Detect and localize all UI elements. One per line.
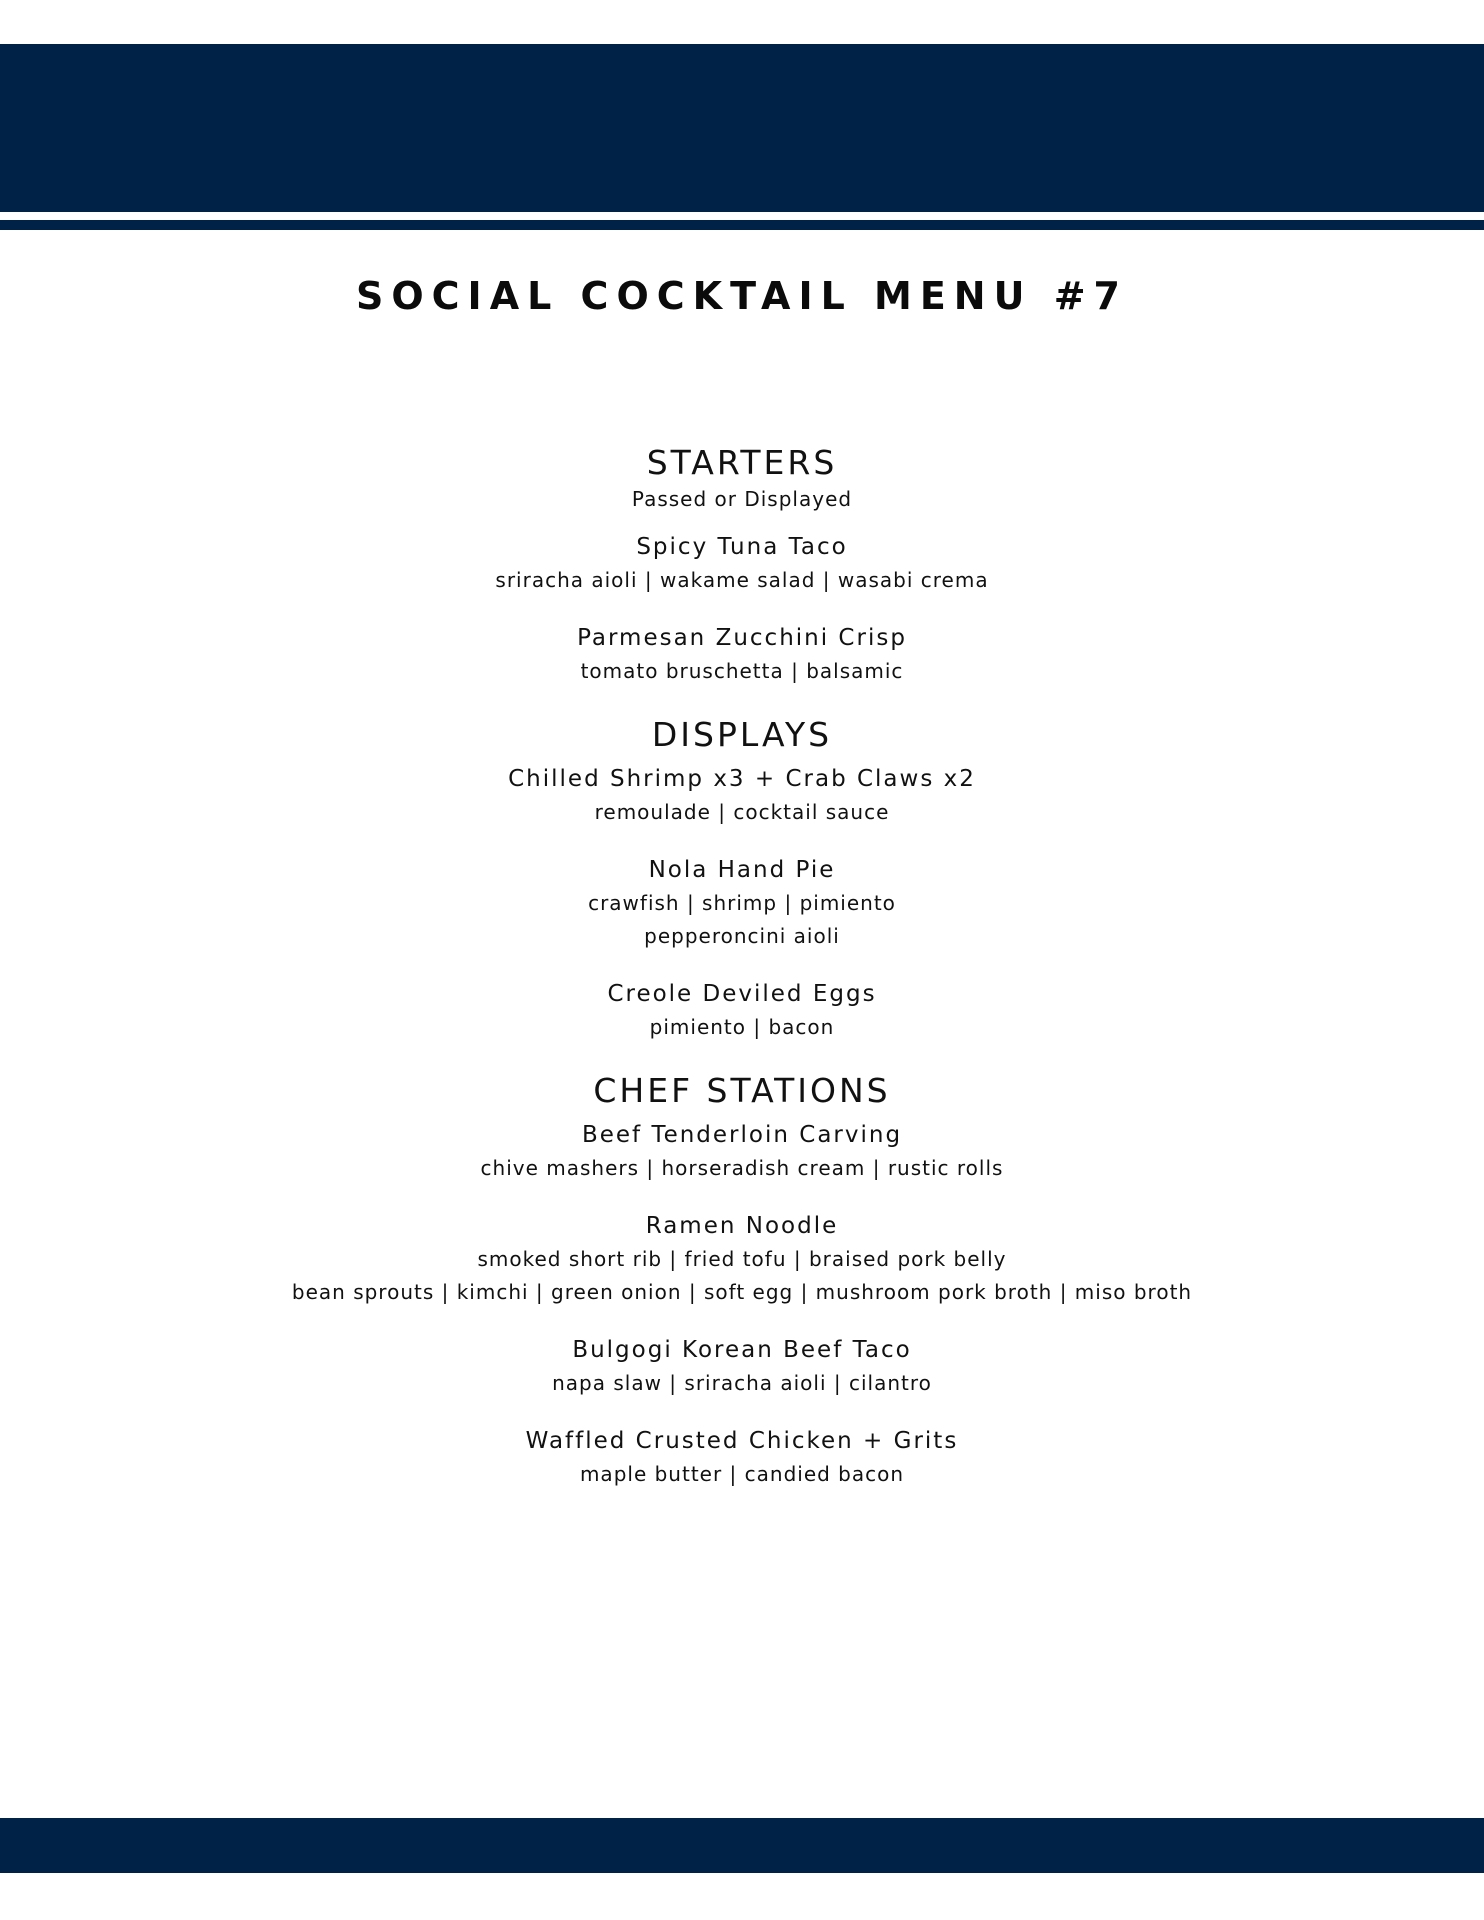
item-name: Beef Tenderloin Carving	[581, 1122, 903, 1148]
item-name: Chilled Shrimp x3 + Crab Claws x2	[508, 766, 976, 792]
item-description: napa slaw | sriracha aioli | cilantro	[552, 1371, 932, 1395]
menu-title: SOCIAL COCKTAIL MENU #7	[356, 274, 1128, 318]
section-starters	[0, 440, 1484, 688]
menu-item	[0, 762, 1484, 829]
menu-item	[0, 1333, 1484, 1400]
item-description: tomato bruschetta | balsamic	[580, 659, 904, 683]
item-name: Spicy Tuna Taco	[636, 534, 848, 560]
item-description: sriracha aioli | wakame salad | wasabi crema	[495, 568, 989, 592]
item-name: Creole Deviled Eggs	[607, 981, 877, 1007]
item-description: smoked short rib | fried tofu | braised pork belly	[477, 1247, 1007, 1271]
menu-item	[0, 621, 1484, 688]
footer-band	[0, 1818, 1484, 1873]
item-description: remoulade | cocktail sauce	[594, 800, 890, 824]
section-title: CHEF STATIONS	[593, 1071, 891, 1110]
section-chef-stations	[0, 1068, 1484, 1491]
item-description: pimiento | bacon	[649, 1015, 835, 1039]
item-description: bean sprouts | kimchi | green onion | soft egg | mushroom pork broth | miso broth	[291, 1280, 1193, 1304]
menu-item	[0, 977, 1484, 1044]
menu-body	[0, 440, 1484, 1515]
menu-item	[0, 530, 1484, 597]
section-subtitle: Passed or Displayed	[631, 487, 853, 511]
item-name: Waffled Crusted Chicken + Grits	[525, 1428, 959, 1454]
item-description: maple butter | candied bacon	[579, 1462, 905, 1486]
menu-item	[0, 1424, 1484, 1491]
menu-item	[0, 1209, 1484, 1309]
item-name: Nola Hand Pie	[648, 857, 836, 883]
section-title: DISPLAYS	[651, 715, 833, 754]
item-description: crawfish | shrimp | pimiento	[588, 891, 896, 915]
item-description: chive mashers | horseradish cream | rustic rolls	[480, 1156, 1004, 1180]
item-name: Ramen Noodle	[645, 1213, 839, 1239]
menu-item	[0, 1118, 1484, 1185]
item-name: Bulgogi Korean Beef Taco	[572, 1337, 912, 1363]
section-title: STARTERS	[646, 443, 838, 482]
item-name: Parmesan Zucchini Crisp	[577, 625, 907, 651]
header-stripe	[0, 220, 1484, 230]
item-description: pepperoncini aioli	[644, 924, 840, 948]
section-displays	[0, 712, 1484, 1044]
menu-item	[0, 853, 1484, 953]
header-band	[0, 44, 1484, 212]
